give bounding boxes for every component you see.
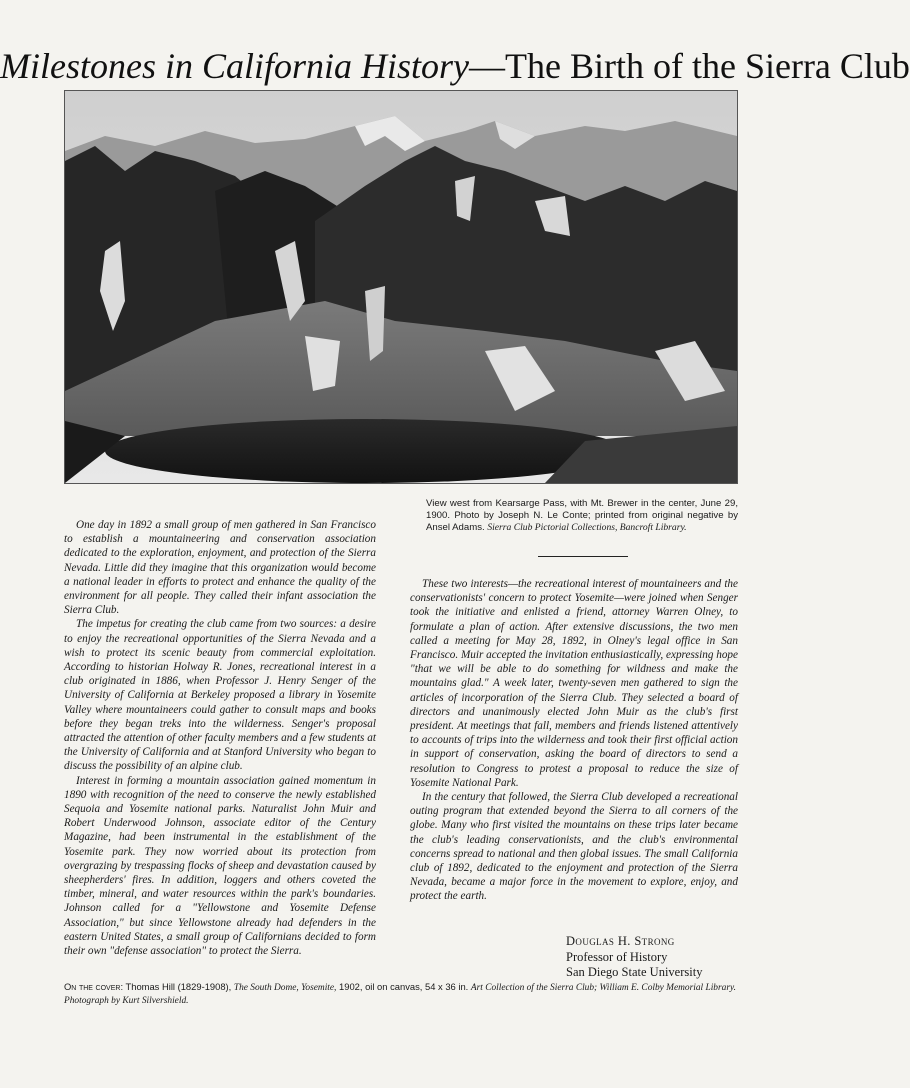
- author-signature: [566, 934, 766, 981]
- section-divider: [538, 556, 628, 557]
- title-series: Milestones in California History: [0, 46, 470, 86]
- cover-details: 1902, oil on canvas, 54 x 36 in.: [336, 981, 471, 992]
- cover-work: The South Dome, Yosemite,: [233, 983, 337, 993]
- paragraph: One day in 1892 a small group of men gathered in San Francisco to establish a mountaineering and conservation association dedicated to the exploration, enjoyment, and protection of the Sierra Nevada. Little did they imagine that this organization would become a national leader in efforts to protect and enhance the quality of the environment for all people. They called their infant association the Sierra Club.: [64, 519, 376, 617]
- article-right-column: [410, 577, 738, 904]
- cover-collection: Art Collection of the Sierra Club; William E. Colby Memorial Library. Photograph by Kurt Silvershield.: [64, 983, 736, 1007]
- caption-credit: Sierra Club Pictorial Collections, Bancroft Library.: [487, 522, 687, 534]
- mountain-landscape-photo: [64, 90, 738, 484]
- paragraph: Interest in forming a mountain association gained momentum in 1890 with recognition of the need to conserve the newly established Sequoia and Yosemite national parks. Naturalist John Muir and Robert Underwood Johnson, associate editor of the Century Magazine, had been instrumental in the establishment of the Yosemite park. They now worried about its protection from overgrazing by trespassing flocks of sheep and devastation caused by sheepherders' fires. In addition, loggers and others coveted the timber, mineral, and water resources within the park's boundaries. Johnson called for a "Yellowstone and Yosemite Defense Association," but since Yellowstone already had defenders in the eastern United States, a small group of Californians decided to form their own "defense association" to protect the Sierra.: [64, 774, 376, 958]
- caption-text: View west from Kearsarge Pass, with Mt. Brewer in the center, June 29, 1900. Photo by Joseph N. Le Conte; printed from original negative by Ansel Adams.: [426, 498, 738, 534]
- paragraph: In the century that followed, the Sierra Club developed a recreational outing program that extended beyond the Sierra to all corners of the globe. Many who first visited the mountains on these trips later became the club's leading conservationists, and the club's environmental concerns spread to national and then global issues. The small California club of 1892, dedicated to the enjoyment and protection of the Sierra Nevada, became a major force in the movement to explore, enjoy, and protect the earth.: [410, 791, 738, 903]
- paragraph: The impetus for creating the club came from two sources: a desire to enjoy the recreational opportunities of the Sierra Nevada and a wish to protect its scenic beauty from commercial exploitation. According to historian Holway R. Jones, recreational interest in a club originated in 1886, when Professor J. Henry Senger of the University of California at Berkeley proposed a library in Yosemite Valley where mountaineers could gather to consult maps and books before they began treks into the wilderness. Senger's proposal attracted the attention of other faculty members and a few students at the University of California and at Stanford University who began to discuss the possibility of an alpine club.: [64, 618, 376, 773]
- title-dash: —: [469, 46, 506, 86]
- author-name: Douglas H. Strong: [566, 934, 675, 948]
- title-main: The Birth of the Sierra Club: [505, 46, 910, 86]
- page-title: [0, 44, 910, 88]
- author-institution: San Diego State University: [566, 965, 703, 980]
- photo-caption: [426, 498, 738, 535]
- cover-label: On the cover:: [64, 981, 124, 992]
- lake: [105, 419, 625, 483]
- paragraph: These two interests—the recreational interest of mountaineers and the conservationists' concern to protect Yosemite—were joined when Senger took the initiative and enlisted a friend, attorney Warren Olney, to formulate a plan of action. After extensive discussions, the two men called a meeting for May 28, 1892, in Olney's legal office in San Francisco. Muir accepted the invitation enthusiastically, expressing hope "that we will be able to do something for wildness and make the mountains glad." A week later, twenty-seven men gathered to sign the articles of incorporation of the Sierra Club. They selected a board of directors and unanimously elected John Muir as the club's first president. At meetings that fall, members and friends listened attentively to accounts of trips into the wilderness and took their first official action in support of conservation, asking the board of directors to send a resolution to Congress to protest a proposal to reduce the size of Yosemite National Park.: [410, 578, 738, 789]
- author-role: Professor of History: [566, 949, 668, 964]
- article-left-column: [64, 518, 376, 958]
- cover-artist: Thomas Hill (1829-1908),: [123, 981, 234, 992]
- cover-note: [64, 981, 754, 1008]
